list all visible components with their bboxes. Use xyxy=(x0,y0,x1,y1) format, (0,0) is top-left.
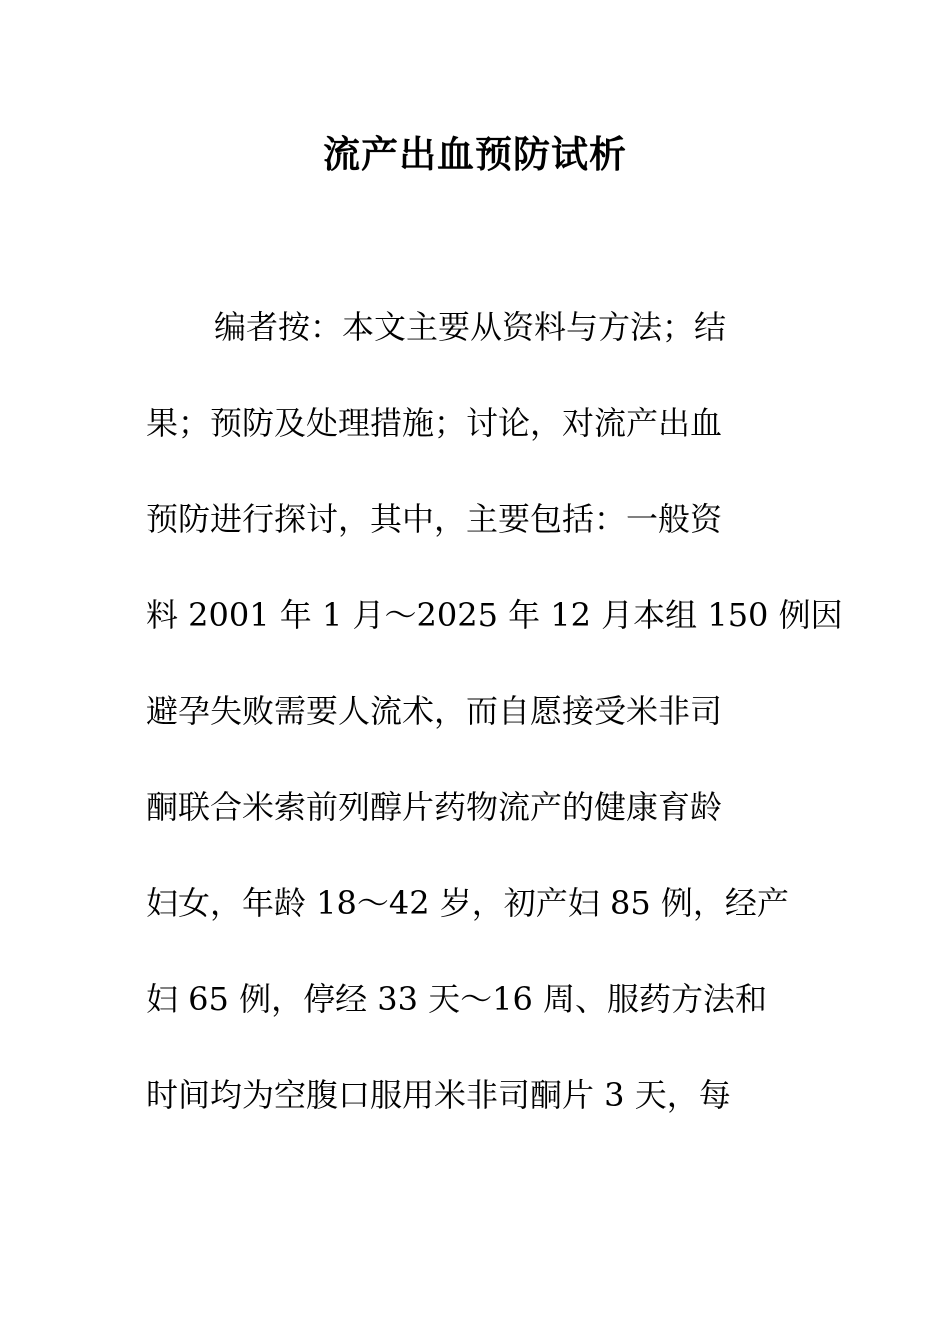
body-line-9: 时间均为空腹口服用米非司酮片 3 天，每 xyxy=(146,1076,731,1114)
body-line-7: 妇女，年龄 18～42 岁，初产妇 85 例，经产 xyxy=(146,884,789,922)
body-line-3: 预防进行探讨，其中，主要包括：一般资 xyxy=(146,500,723,538)
body-line-4: 料 2001 年 1 月～2025 年 12 月本组 150 例因 xyxy=(146,596,843,634)
body-line-1: 编者按：本文主要从资料与方法；结 xyxy=(214,308,727,346)
body-line-6: 酮联合米索前列醇片药物流产的健康育龄 xyxy=(146,788,723,826)
document-title: 流产出血预防试析 xyxy=(323,132,627,176)
body-line-8: 妇 65 例，停经 33 天～16 周、服药方法和 xyxy=(146,980,768,1018)
document-body xyxy=(146,302,843,1166)
body-line-2: 果；预防及处理措施；讨论，对流产出血 xyxy=(146,404,723,442)
body-line-5: 避孕失败需要人流术，而自愿接受米非司 xyxy=(146,692,723,730)
